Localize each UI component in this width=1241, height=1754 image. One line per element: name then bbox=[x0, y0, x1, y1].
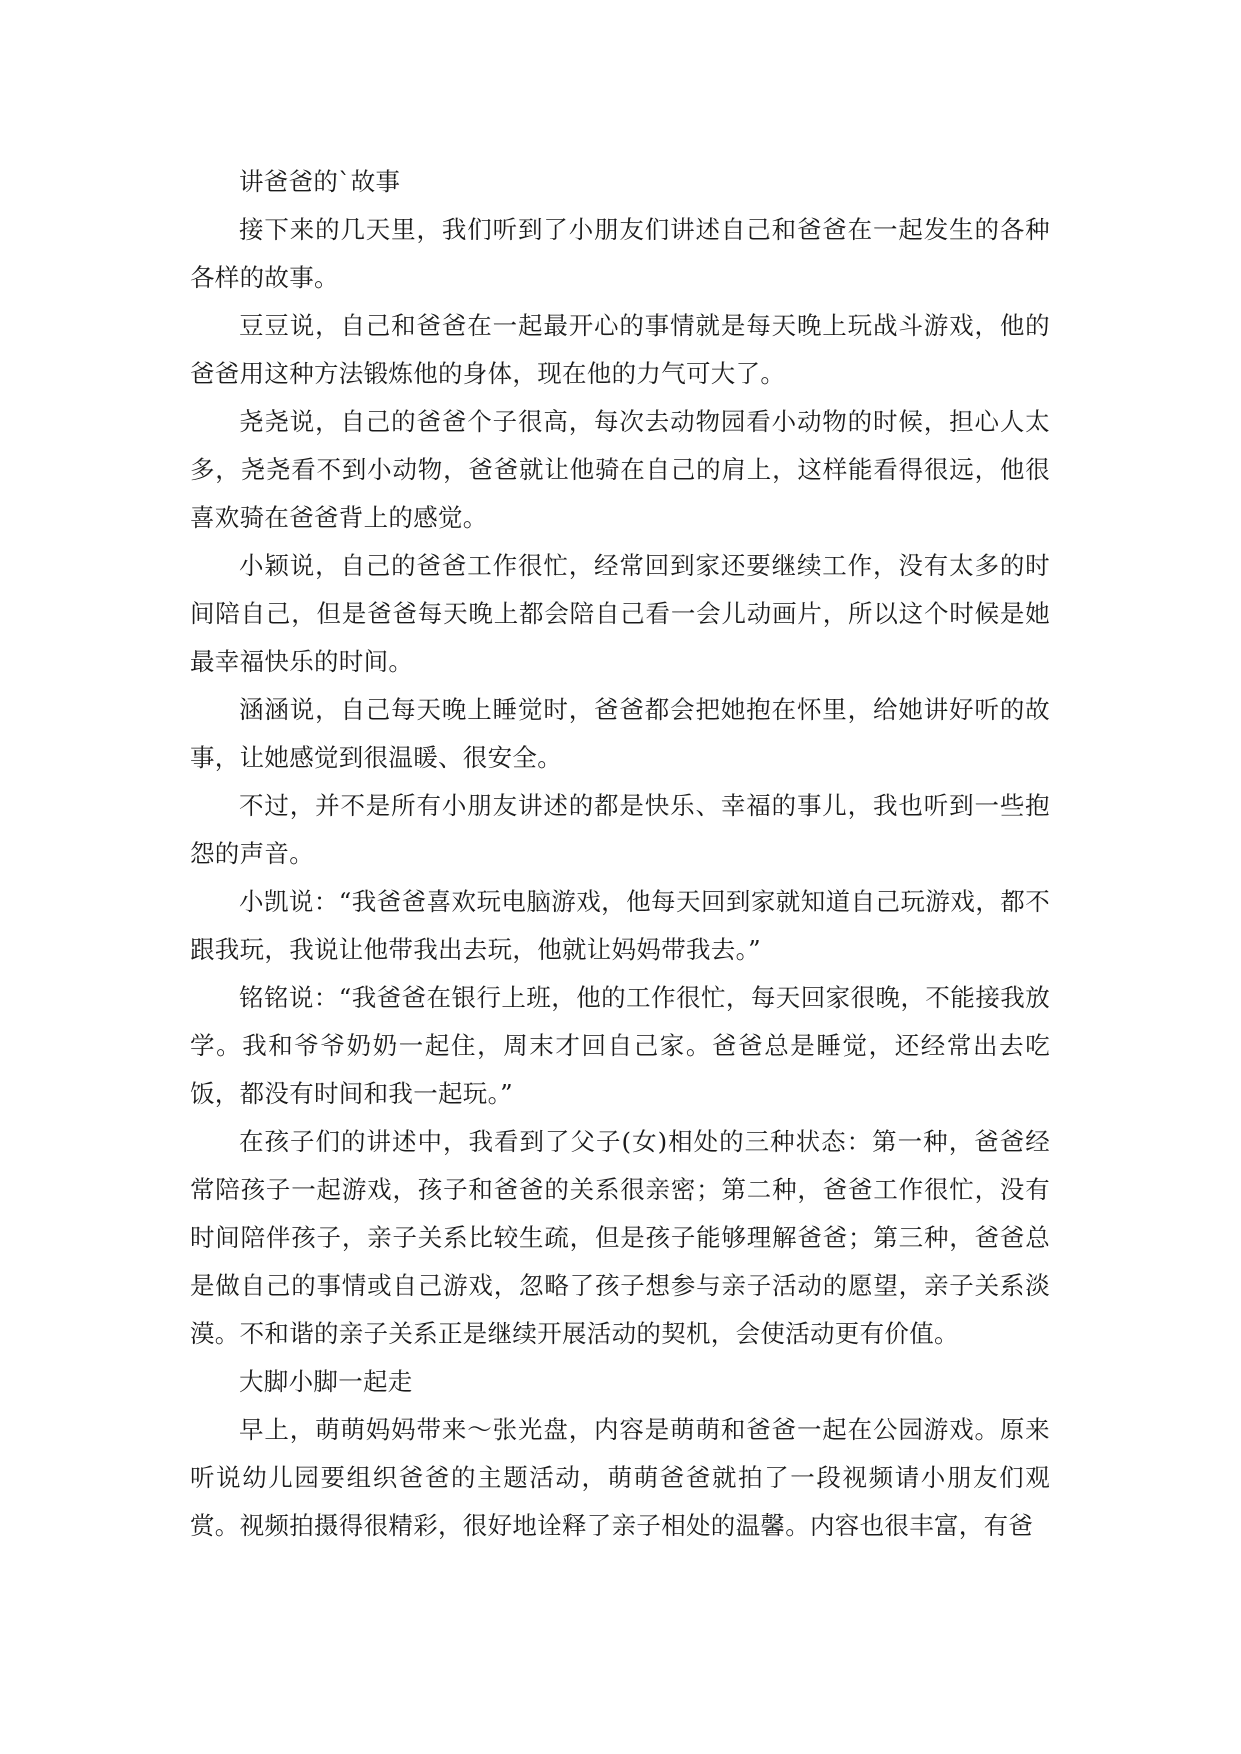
paragraph-8: 铭铭说：“我爸爸在银行上班，他的工作很忙，每天回家很晚，不能接我放学。我和爷爷奶奶一起住，周末才回自己家。爸爸总是睡觉，还经常出去吃饭，都没有时间和我一起玩。” bbox=[190, 983, 1050, 1108]
paragraph-3: 尧尧说，自己的爸爸个子很高，每次去动物园看小动物的时候，担心人太多，尧尧看不到小动物，爸爸就让他骑在自己的肩上，这样能看得很远，他很喜欢骑在爸爸背上的感觉。 bbox=[190, 407, 1050, 532]
paragraph-2: 豆豆说，自己和爸爸在一起最开心的事情就是每天晚上玩战斗游戏，他的爸爸用这种方法锻炼他的身体，现在他的力气可大了。 bbox=[190, 311, 1050, 388]
document-body bbox=[190, 158, 1050, 1550]
paragraph-4: 小颖说，自己的爸爸工作很忙，经常回到家还要继续工作，没有太多的时间陪自己，但是爸爸每天晚上都会陪自己看一会儿动画片，所以这个时候是她最幸福快乐的时间。 bbox=[190, 551, 1050, 676]
paragraph-7: 小凯说：“我爸爸喜欢玩电脑游戏，他每天回到家就知道自己玩游戏，都不跟我玩，我说让他带我出去玩，他就让妈妈带我去。” bbox=[190, 887, 1050, 964]
section-heading-1: 讲爸爸的`故事 bbox=[239, 167, 401, 196]
paragraph-1: 接下来的几天里，我们听到了小朋友们讲述自己和爸爸在一起发生的各种各样的故事。 bbox=[190, 215, 1050, 292]
paragraph-5: 涵涵说，自己每天晚上睡觉时，爸爸都会把她抱在怀里，给她讲好听的故事，让她感觉到很温暖、很安全。 bbox=[190, 695, 1050, 772]
paragraph-10: 早上，萌萌妈妈带来～张光盘，内容是萌萌和爸爸一起在公园游戏。原来听说幼儿园要组织爸爸的主题活动，萌萌爸爸就拍了一段视频请小朋友们观赏。视频拍摄得很精彩，很好地诠释了亲子相处的温馨。内容也很丰富，有爸 bbox=[190, 1415, 1050, 1540]
paragraph-9: 在孩子们的讲述中，我看到了父子(女)相处的三种状态：第一种，爸爸经常陪孩子一起游戏，孩子和爸爸的关系很亲密；第二种，爸爸工作很忙，没有时间陪伴孩子，亲子关系比较生疏，但是孩子能够理解爸爸；第三种，爸爸总是做自己的事情或自己游戏，忽略了孩子想参与亲子活动的愿望，亲子关系淡漠。不和谐的亲子关系正是继续开展活动的契机，会使活动更有价值。 bbox=[190, 1127, 1050, 1348]
paragraph-6: 不过，并不是所有小朋友讲述的都是快乐、幸福的事儿，我也听到一些抱怨的声音。 bbox=[190, 791, 1050, 868]
section-heading-2: 大脚小脚一起走 bbox=[239, 1367, 413, 1396]
